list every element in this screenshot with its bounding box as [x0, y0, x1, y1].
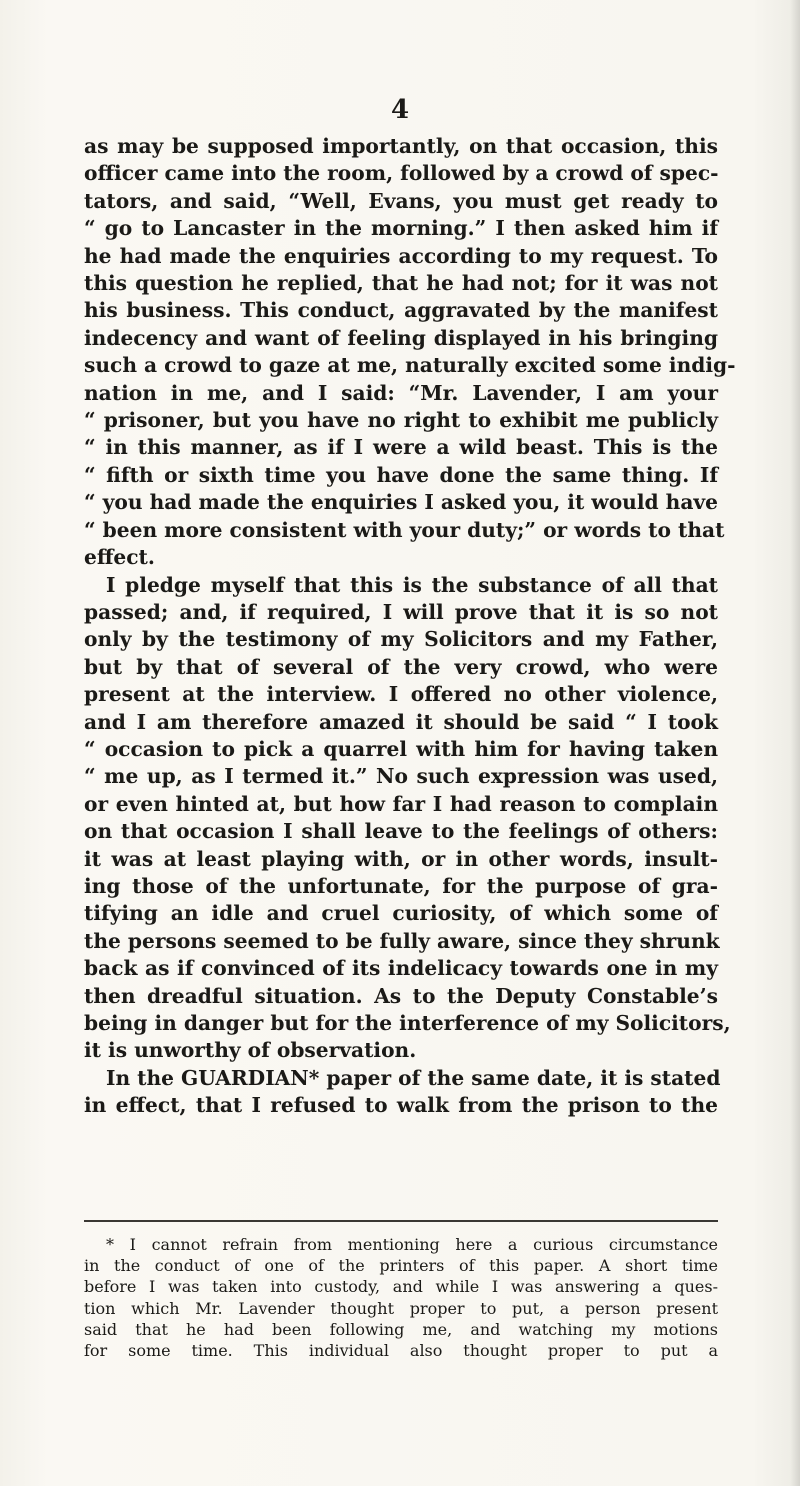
text-line: his business. This conduct, aggravated by the manifest	[84, 298, 718, 323]
text-line: “ in this manner, as if I were a wild beast. This is the	[84, 435, 718, 460]
text-line: this question he replied, that he had not; for it was not	[84, 271, 718, 296]
text-line: officer came into the room, followed by a crowd of spec-	[84, 161, 719, 186]
footnote-line: * I cannot refrain from mentioning here a curious circumstance	[106, 1235, 718, 1254]
footnote-line: said that he had been following me, and watching my motions	[84, 1319, 718, 1339]
text-line: nation in me, and I said: “Mr. Lavender, I am your	[84, 380, 718, 405]
text-line: “ prisoner, but you have no right to exhibit me publicly	[84, 408, 718, 433]
text-line: and I am therefore amazed it should be said “ I took	[84, 709, 718, 734]
text-line: ing those of the unfortunate, for the purpose of gra-	[84, 873, 718, 898]
text-line: it was at least playing with, or in other words, insult-	[84, 846, 718, 871]
text-line: passed; and, if required, I will prove that it is so not	[84, 599, 718, 624]
page-edge-shadow	[790, 0, 800, 1486]
footnote-line: for some time. This individual also thought proper to put a	[84, 1341, 718, 1361]
text-line: tifying an idle and cruel curiosity, of which some of	[84, 901, 718, 926]
text-line: but by that of several of the very crowd, who were	[84, 654, 718, 679]
body-text	[84, 133, 736, 1120]
text-line: tators, and said, “Well, Evans, you must get ready to	[84, 188, 718, 213]
text-line: he had made the enquiries according to my request. To	[84, 243, 718, 268]
text-line: on that occasion I shall leave to the feelings of others:	[84, 819, 718, 844]
text-line: indecency and want of feeling displayed in his bringing	[84, 325, 718, 350]
text-line: in effect, that I refused to walk from the prison to the	[84, 1093, 718, 1118]
text-line: only by the testimony of my Solicitors and my Father,	[84, 627, 718, 652]
text-line: I pledge myself that this is the substance of all that	[106, 572, 718, 597]
footnote-line: in the conduct of one of the printers of this paper. A short time	[84, 1256, 718, 1276]
text-line: it is unworthy of observation.	[84, 1038, 417, 1063]
footnote-line: before I was taken into custody, and while I was answering a ques-	[84, 1277, 718, 1297]
text-line: or even hinted at, but how far I had reason to complain	[84, 791, 718, 816]
text-line: “ been more consistent with your duty;” or words to that	[84, 517, 725, 542]
text-line: such a crowd to gaze at me, naturally excited some indig-	[84, 353, 736, 378]
text-line: “ me up, as I termed it.” No such expression was used,	[84, 764, 718, 789]
footnote-line: tion which Mr. Lavender thought proper to put, a person present	[84, 1298, 718, 1318]
text-line: back as if convinced of its indelicacy towards one in my	[84, 956, 718, 981]
text-line: as may be supposed importantly, on that occasion, this	[84, 134, 718, 158]
text-line: present at the interview. I offered no other violence,	[84, 682, 718, 707]
footnote	[84, 1234, 718, 1361]
text-line: the persons seemed to be fully aware, since they shrunk	[84, 928, 720, 953]
text-line: In the GUARDIAN* paper of the same date, it is stated	[106, 1065, 721, 1090]
text-line: “ occasion to pick a quarrel with him for having taken	[84, 736, 718, 761]
text-line: “ fifth or sixth time you have done the same thing. If	[84, 462, 718, 487]
text-line: being in danger but for the interference of my Solicitors,	[84, 1011, 731, 1035]
text-line: “ go to Lancaster in the morning.” I then asked him if	[84, 216, 718, 241]
text-line: “ you had made the enquiries I asked you, it would have	[84, 490, 718, 515]
footnote-divider	[84, 1220, 718, 1222]
text-line: effect.	[84, 545, 155, 570]
page-number: 4	[390, 95, 410, 125]
text-line: then dreadful situation. As to the Deputy Constable’s	[84, 983, 718, 1008]
